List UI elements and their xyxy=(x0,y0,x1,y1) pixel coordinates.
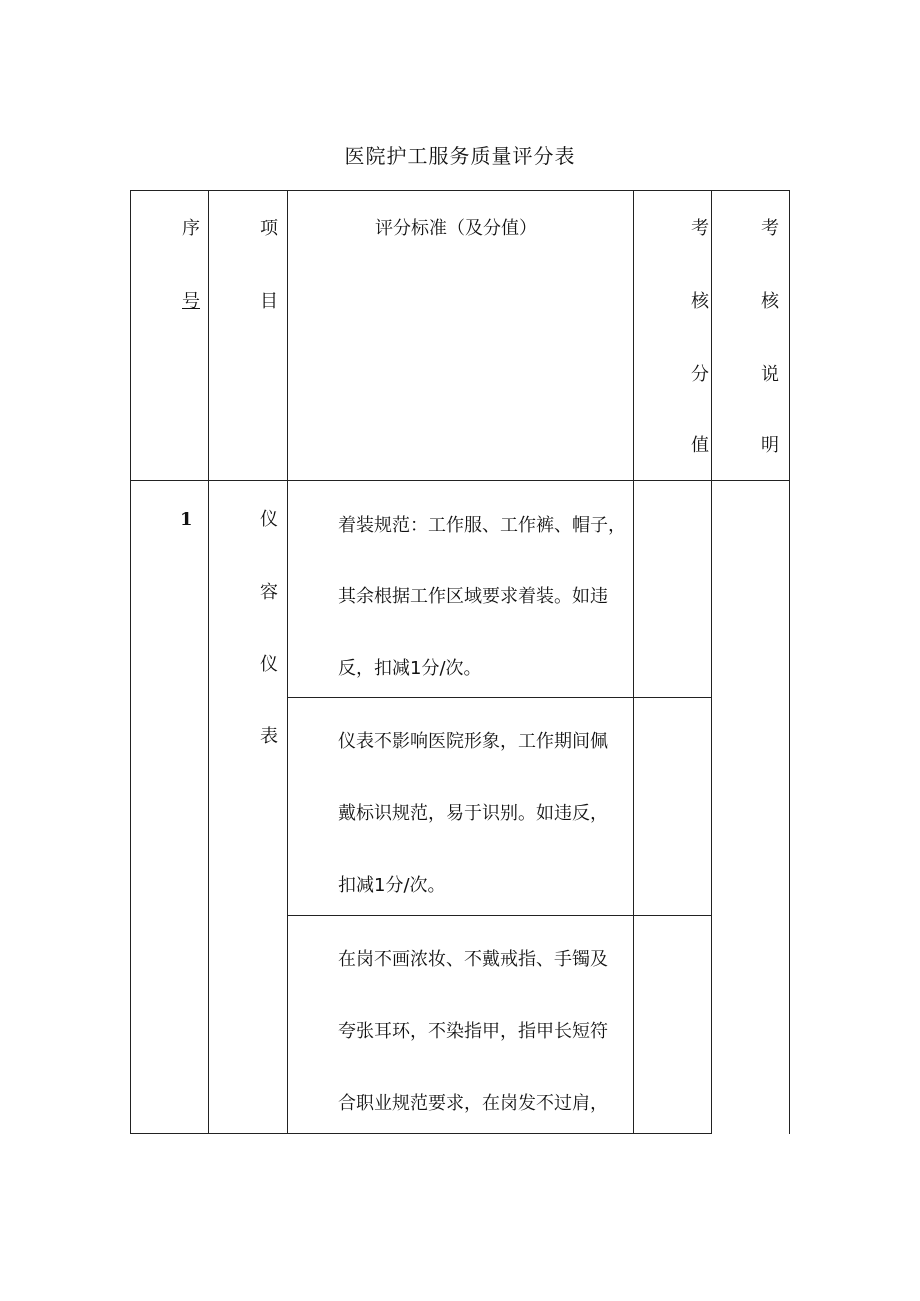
col-divider-item xyxy=(287,190,288,1134)
criteria-divider-2 xyxy=(287,915,711,916)
header-criteria: 评分标准（及分值） xyxy=(375,218,537,239)
criteria-line: 扣减1分/次。 xyxy=(338,875,446,896)
criteria-line: 仪表不影响医院形象，工作期间佩 xyxy=(338,731,608,752)
scoring-table xyxy=(130,190,790,1134)
header-note-char: 明 xyxy=(761,435,779,456)
criteria-line: 在岗不画浓妆、不戴戒指、手镯及 xyxy=(338,949,608,970)
row-item-char: 表 xyxy=(260,726,278,747)
header-seq-char: 序 xyxy=(182,218,200,239)
row-item-char: 仪 xyxy=(260,654,278,675)
criteria-divider-1 xyxy=(287,697,711,698)
row-seq: 1 xyxy=(180,509,193,530)
header-note-char: 考 xyxy=(761,218,779,239)
header-score-char: 值 xyxy=(691,435,709,456)
header-item-char: 目 xyxy=(260,291,278,312)
header-note-char: 核 xyxy=(761,291,779,312)
header-note xyxy=(711,190,779,480)
header-score-char: 分 xyxy=(691,364,709,385)
criteria-line: 着装规范：工作服、工作裤、帽子， xyxy=(338,515,626,536)
criteria-line: 戴标识规范，易于识别。如违反， xyxy=(338,803,608,824)
criteria-line: 夸张耳环，不染指甲，指甲长短符 xyxy=(338,1021,608,1042)
header-score-char: 考 xyxy=(691,218,709,239)
table-border-right xyxy=(789,190,790,1134)
criteria-line: 合职业规范要求，在岗发不过肩， xyxy=(338,1093,608,1114)
header-note-char: 说 xyxy=(761,364,779,385)
header-score xyxy=(633,190,709,480)
header-score-char: 核 xyxy=(691,291,709,312)
row-item xyxy=(208,190,278,1134)
criteria-line: 反，扣减1分/次。 xyxy=(338,658,482,679)
header-seq xyxy=(130,190,200,480)
page-title: 医院护工服务质量评分表 xyxy=(344,144,576,168)
row-item-char: 仪 xyxy=(260,509,278,530)
criteria-line: 其余根据工作区域要求着装。如违 xyxy=(338,586,608,607)
row-item-char: 容 xyxy=(260,582,278,603)
header-seq-char: 号 xyxy=(182,291,200,312)
header-item-char: 项 xyxy=(260,218,278,239)
